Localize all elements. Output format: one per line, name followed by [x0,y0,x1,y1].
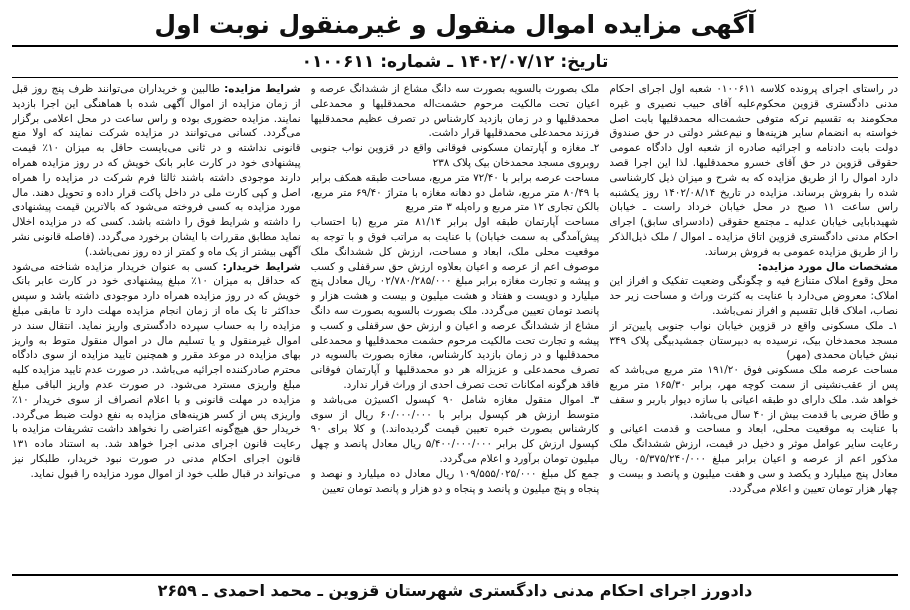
column-right [609,82,898,568]
buyer-terms [12,260,301,482]
buyer-terms-text: کسی به عنوان خریدار مزایده شناخته می‌شود که حداقل به میزان ۱۰٪ مبلغ پیشنهادی خود در کارت عابر بانک خویش که در روز مزایده همراه دارد موجودی داشته باشد و سپس حداکثر تا یک ماه از زمان انجام مزایده مهلت دارد تا مابقی مبلغ مزایده را به حساب سپرده دادگستری واریز نماید. انتقال سند در اموال غیرمنقول و یا تسلیم مال در اموال منقول متوط به واریز بهای مزایده در موعد مقرر و همچنین تایید مزایده از سوی دادگاه محترم صادرکننده اجرائیه می‌باشد. در صورت عدم تایید مزایده کلیه مبلغ واریزی مسترد می‌شود. در صورت عدم واریز الباقی مبلغ مزایده در مهلت قانونی و با اعلام انصراف از سوی خریدار ۱۰٪ واریزی پس از کسر هزینه‌های مزایده به نفع دولت ضبط می‌گردد. خریدار حق هیچ‌گونه اعتراضی را نخواهد داشت تشریفات مزایده با رعایت قانون اجرای مدنی اجرا خواهد شد. به استناد ماده ۱۳۱ قانون اجرای احکام مدنی در صورت نبود خریدار، طلبکار نیز می‌تواند در قبال طلب خود از اموال مورد مزایده را قبول نماید. [11,260,301,480]
signature-line: دادورز اجرای احکام مدنی دادگستری شهرستان قزوین ـ محمد احمدی ـ ۲۶۵۹ [12,574,898,602]
item-1-ownership: ملک بصورت بالسویه بصورت سه دانگ مشاع از ششدانگ عرصه و اعیان تحت مالکیت مرحوم حشمت‌اله محمدقلیها و محمدعلی محمدقلیها و در زمان بازدید کارشناس در تصرف عظیم محمدقلیها فرزند محمدعلی محمدقلیها قرار داشت. [310,83,600,140]
title-divider [12,45,898,47]
item-2-valuation: مساحت آپارتمان طبقه اول برابر ۸۱/۱۴ متر مربع (با احتساب پیش‌آمدگی به سمت خیابان) با عنایت به مراتب فوق و با توجه به موقعیت محلی ملک، ابعاد و مساحت، ارزش کل ششدانگ ملک موصوف اعم از عرصه و اعیان بعلاوه ارزش حق سرقفلی و کسب و پیشه و تجارت مغازه برابر مبلغ ۰۲/۷۸۰/۲۸۵/۰۰۰ ریال معادل پنج میلیارد و دویست و هفتاد و هشت میلیون و بیست و هشت هزار و پانصد تومان تعیین می‌گردد. ملک بصورت بالسویه بصورت سه دانگ مشاع از ششدانگ عرصه و اعیان و ارزش حق سرقفلی و کسب و پیشه و تجارت تحت مالکیت مرحوم حشمت محمدقلیها و محمدعلی محمدقلیها و در زمان بازدید کارشناس، مغازه بصورت بالسویه در تصرف محمدعلی و عزیزاله هر دو محمدقلیها و آپارتمان فوقانی فاقد هرگونه امکانات تحت تصرف احدی از وراث قرار ندارد. [310,216,600,391]
auction-terms [12,82,301,260]
grand-total: جمع کل مبلغ ۱۰۹/۵۵۵/۰۲۵/۰۰۰ ریال معادل ده میلیارد و نهصد و پنجاه و پنج میلیون و پانصد و پنجاه و دو هزار و پانصد تومان تعیین [310,467,600,495]
buyer-terms-heading: شرایط خریدار: [222,260,301,273]
notice-title: آگهی مزایده اموال منقول و غیرمنقول نوبت اول [154,10,756,39]
item-3-movables: ۳ـ اموال منقول مغازه شامل ۹۰ کپسول اکسیژن می‌باشد و متوسط ارزش هر کپسول برابر با ۶۰/۰۰۰/۰۰۰ ریال از سوی کارشناس بصورت خبره تعیین قیمت گردیده‌اند.) و کلا برای ۹۰ کپسول ارزش کل برابر ۵/۴۰۰/۰۰۰/۰۰۰ ریال معادل پانصد و چهل میلیون تومان برآورد و اعلام می‌گردد. [310,393,600,465]
date-divider [12,77,898,78]
auction-terms-text: طالبین و خریداران می‌توانند ظرف پنج روز قبل از زمان مزایده از اموال آگهی شده با هماهنگی این اجرا بازدید نمایند. مزایده حضوری بوده و راس ساعت در محل اعلامی برگزار می‌گردد. کسانی می‌توانند در مزایده شرکت نمایند که اولا منع قانونی نداشته و در ثانی می‌بایست حاقل به میزان ۱۰٪ قیمت پیشنهادی خود در کارت عابر بانک خویش که در روز مزایده همراه دارند موجودی داشته باشند ثالثا فرم شرکت در مزایده را همراه اصل و کپی کارت ملی در داخل پاکت قرار داده و تحویل دهند. مال مورد مزایده به کسی فروخته می‌شود که بالاترین قیمت پیشنهادی را داشته و شرایط فوق را داشته باشد. کسی که در مزایده اخلال نماید مطابق مقررات با ایشان برخورد می‌گردد. (فاصله قانونی نشر آگهی بیشتر از یک ماه و کمتر از ده روز نمی‌باشد.) [11,83,301,258]
property-specs-heading: مشخصات مال مورد مزایده: [757,260,898,273]
item-2-address: ۲ـ مغازه و آپارتمان مسکونی فوقانی واقع در قزوین نواب جنوبی روبروی مسجد محمدخان بیک پلاک ۲۳۸ [310,142,600,169]
date-and-number: تاریخ: ۱۴۰۲/۰۷/۱۲ ـ شماره: ۰۱۰۰۶۱۱ [301,52,609,72]
intro-paragraph: در راستای اجرای پرونده کلاسه ۰۱۰۰۶۱۱ شعبه اول اجرای احکام مدنی دادگستری قزوین محکوم‌علیه آقای حبیب نصیری و غیره محکومند به تقسیم ترکه متوفی حشمت‌اله محمدقلیها بابت اصل خواسته به انضمام سایر هزینه‌ها و نیم‌عشر دولتی در حق صندوق دولت بابت دادنامه و اجرائیه صادره از شعبه اول دادگاه عمومی حقوقی قزوین در حق آقای خسرو محمدقلیها. لذا این اجرا قصد دارد اموال را از طریق مزایده که به شرح و میزان ذیل کارشناسی شده را بفروش برساند. مزایده در تاریخ ۱۴۰۲/۰۸/۱۴ روز یکشنبه راس ساعت ۱۱ صبح در محل خیابان خرداد راست ـ خیابان شهیدبابایی خیابان عدلیه ـ مجتمع حقوقی (دادسرای سابق) اجرای احکام مدنی دادگستری قزوین اتاق مزایده ـ اموال / ملک ذیل‌الذکر را از طریق مزایده عمومی به فروش برساند. [609,83,898,258]
column-left [12,82,301,568]
item-2-area: مساحت عرصه برابر با ۷۲/۴۰ متر مربع، مساحت طبقه همکف برابر با ۸۰/۴۹ متر مربع، شامل دو دهانه مغازه با متراژ ۶۹/۴۰ متر مربع، بالکن تجاری ۱۲ متر مربع و راه‌پله ۳ متر مربع [310,171,600,214]
partition-status-paragraph: محل وقوع املاک متنازع فیه و چگونگی وضعیت تفکیک و افراز این املاک: معروض می‌دارد با عنایت به کثرت وراث و مساحت زیر حد نصاب، املاک قابل تقسیم و افراز نمی‌باشد. [609,275,898,317]
auction-terms-heading: شرایط مزایده: [224,83,301,95]
column-middle [311,82,600,568]
item-1-valuation: با عنایت به موقعیت محلی، ابعاد و مساحت و قدمت اعیانی و رعایت سایر عوامل موثر و دخیل در قیمت، ارزش ششدانگ ملک مذکور اعم از عرصه و اعیان برابر مبلغ ۰۵/۳۷۵/۲۴۰/۰۰۰ ریال معادل پنج میلیارد و یکصد و سی و هفت میلیون و پانصد و بیست و چهار هزار تومان تعیین و اعلام می‌گردد. [609,423,898,495]
item-1-address: ۱ـ ملک مسکونی واقع در قزوین خیابان نواب جنوبی پایین‌تر از مسجد محمدخان بیک، نرسیده به دبیرستان جمشیدبیگی پلاک ۳۴۹ نبش خیابان محمدی (مهر) [609,319,898,362]
notice-body [12,82,898,568]
item-1-area: مساحت عرصه ملک مسکونی فوق ۱۹۱/۲۰ متر مربع می‌باشد که پس از عقب‌نشینی از سمت کوچه مهر، برابر ۱۶۵/۳۰ متر مربع خواهد شد. ملک دارای دو طبقه اعیانی با سازه دیوار باربر و سقف و طاق ضربی با قدمت بیش از ۴۰ سال می‌باشد. [609,364,898,421]
